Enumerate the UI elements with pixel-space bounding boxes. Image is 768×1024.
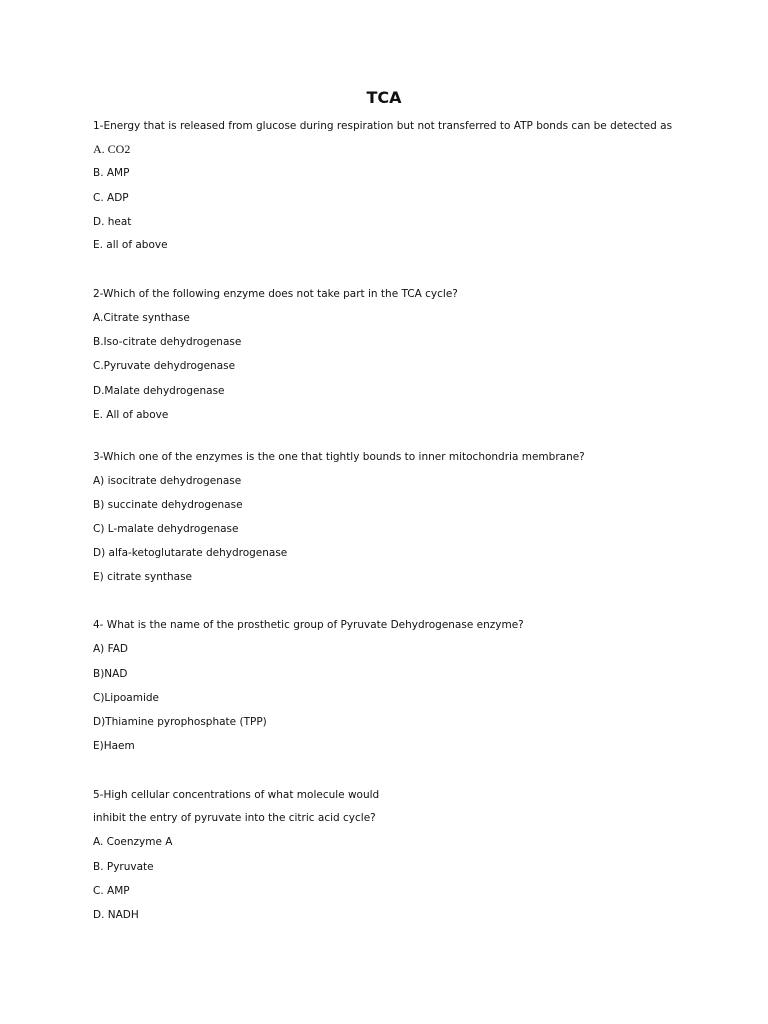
question-1-option-b: B. AMP [93, 167, 130, 179]
question-3-option-d: D) alfa-ketoglutarate dehydrogenase [93, 547, 288, 559]
question-3-text: 3-Which one of the enzymes is the one that tightly bounds to inner mitochondria membrane? [93, 451, 585, 463]
question-5-text-line-1: 5-High cellular concentrations of what molecule would [93, 789, 380, 801]
question-5-text-line-2: inhibit the entry of pyruvate into the citric acid cycle? [93, 812, 376, 824]
question-4-option-c: C)Lipoamide [93, 692, 159, 704]
question-3-option-e: E) citrate synthase [93, 571, 193, 583]
question-5-option-c: C. AMP [93, 885, 130, 897]
question-1-option-a: A. CO2 [93, 142, 131, 156]
question-4-option-d: D)Thiamine pyrophosphate (TPP) [93, 716, 267, 728]
question-2-option-a: A.Citrate synthase [93, 312, 190, 324]
question-2-option-e: E. All of above [93, 409, 169, 421]
question-4-option-b: B)NAD [93, 668, 128, 680]
question-1-option-e: E. all of above [93, 239, 168, 251]
question-2-option-c: C.Pyruvate dehydrogenase [93, 360, 236, 372]
question-2-option-b: B.Iso-citrate dehydrogenase [93, 336, 242, 348]
question-5-option-b: B. Pyruvate [93, 861, 154, 873]
question-4-option-e: E)Haem [93, 740, 135, 752]
question-3-option-c: C) L-malate dehydrogenase [93, 523, 239, 535]
question-2-text: 2-Which of the following enzyme does not take part in the TCA cycle? [93, 288, 458, 300]
question-4-text: 4- What is the name of the prosthetic group of Pyruvate Dehydrogenase enzyme? [93, 619, 524, 631]
question-1-option-c: C. ADP [93, 192, 129, 204]
question-5-option-a: A. Coenzyme A [93, 836, 173, 848]
question-4-option-a: A) FAD [93, 643, 128, 655]
question-5-option-d: D. NADH [93, 909, 139, 921]
question-3-option-a: A) isocitrate dehydrogenase [93, 475, 242, 487]
question-3-option-b: B) succinate dehydrogenase [93, 499, 243, 511]
question-1-text: 1-Energy that is released from glucose during respiration but not transferred to ATP bonds can be detected as [93, 120, 673, 132]
question-2-option-d: D.Malate dehydrogenase [93, 385, 225, 397]
question-1-option-d: D. heat [93, 216, 132, 228]
document-title: TCA [366, 88, 402, 107]
